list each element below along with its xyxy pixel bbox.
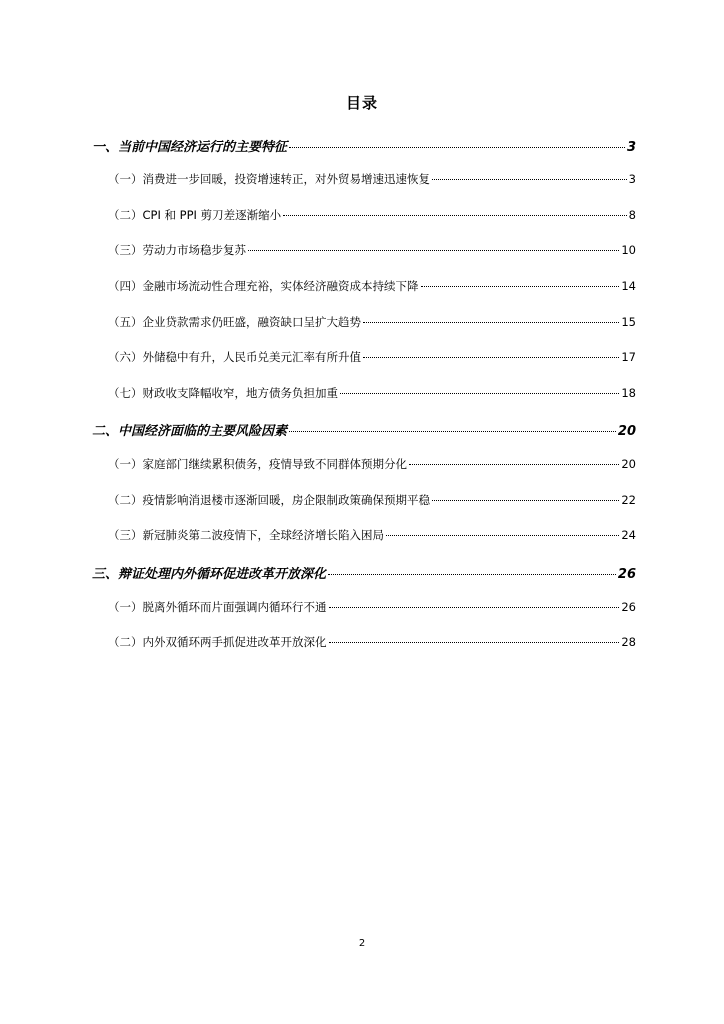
toc-leader-dots	[340, 393, 619, 394]
toc-entry-page: 26	[617, 567, 636, 582]
toc-entry-text: （一）家庭部门继续累积债务，疫情导致不同群体预期分化	[108, 457, 407, 471]
toc-entry[interactable]	[108, 456, 636, 472]
toc-entry-page: 8	[628, 208, 636, 222]
toc-entry-page: 18	[621, 386, 636, 400]
toc-entry-page: 20	[617, 424, 636, 439]
toc-entry-text: （五）企业贷款需求仍旺盛，融资缺口呈扩大趋势	[108, 315, 361, 329]
toc-entry[interactable]	[108, 634, 636, 650]
toc-entry-page: 17	[621, 350, 636, 364]
toc-entry[interactable]	[108, 492, 636, 508]
toc-leader-dots	[363, 322, 619, 323]
toc-entry-text: （一）脱离外循环而片面强调内循环行不通	[108, 600, 327, 614]
toc-entry-page: 22	[621, 493, 636, 507]
toc-entry-text: （二）内外双循环两手抓促进改革开放深化	[108, 635, 327, 649]
toc-entry-text: （七）财政收支降幅收窄，地方债务负担加重	[108, 386, 338, 400]
toc-entry[interactable]	[92, 563, 636, 582]
toc-entry-text: 三、辩证处理内外循环促进改革开放深化	[92, 567, 327, 582]
toc-leader-dots	[329, 642, 620, 643]
toc-entry[interactable]	[92, 420, 636, 439]
toc-entry-page: 3	[626, 140, 636, 155]
toc-leader-dots	[363, 357, 619, 358]
toc-leader-dots	[432, 500, 619, 501]
toc-entry-page: 14	[621, 279, 636, 293]
toc-entry[interactable]	[108, 314, 636, 330]
toc-entry[interactable]	[108, 527, 636, 543]
toc-leader-dots	[421, 286, 620, 287]
toc-leader-dots	[432, 179, 627, 180]
toc-leader-dots	[289, 431, 616, 432]
toc-entry-text: （一）消费进一步回暖，投资增速转正，对外贸易增速迅速恢复	[108, 172, 430, 186]
toc-entry[interactable]	[108, 385, 636, 401]
toc-entry[interactable]	[108, 349, 636, 365]
toc-entry-text: （二）CPI 和 PPI 剪刀差逐渐缩小	[108, 208, 282, 222]
page-title: 目录	[345, 94, 378, 112]
toc-leader-dots	[409, 464, 619, 465]
toc-leader-dots	[289, 147, 625, 148]
toc-leader-dots	[386, 535, 619, 536]
toc-entry[interactable]	[108, 599, 636, 615]
toc-entry-text: （四）金融市场流动性合理充裕，实体经济融资成本持续下降	[108, 279, 419, 293]
toc-entry-page: 20	[621, 457, 636, 471]
toc-entry-page: 15	[621, 315, 636, 329]
toc-entry-page: 26	[621, 600, 636, 614]
toc-entry-text: 二、中国经济面临的主要风险因素	[92, 424, 288, 439]
toc-entry-text: （三）劳动力市场稳步复苏	[108, 243, 246, 257]
toc-leader-dots	[283, 215, 627, 216]
toc-leader-dots	[248, 250, 619, 251]
toc-entry-page: 10	[621, 243, 636, 257]
footer-page-number: 2	[358, 938, 366, 949]
toc-entry[interactable]	[108, 278, 636, 294]
toc-entry-text: （六）外储稳中有升，人民币兑美元汇率有所升值	[108, 350, 361, 364]
toc-entry-page: 24	[621, 528, 636, 542]
toc-entry[interactable]	[108, 207, 636, 223]
toc-leader-dots	[328, 574, 616, 575]
toc-entry[interactable]	[108, 242, 636, 258]
toc-entry[interactable]	[92, 136, 636, 155]
toc-entry-page: 28	[621, 635, 636, 649]
toc-entry[interactable]	[108, 171, 636, 187]
toc-leader-dots	[329, 607, 620, 608]
toc-entry-text: （二）疫情影响消退楼市逐渐回暖，房企限制政策确保预期平稳	[108, 493, 430, 507]
toc-entry-text: 一、当前中国经济运行的主要特征	[92, 140, 288, 155]
toc-entry-page: 3	[628, 172, 636, 186]
toc-entry-text: （三）新冠肺炎第二波疫情下，全球经济增长陷入困局	[108, 528, 384, 542]
